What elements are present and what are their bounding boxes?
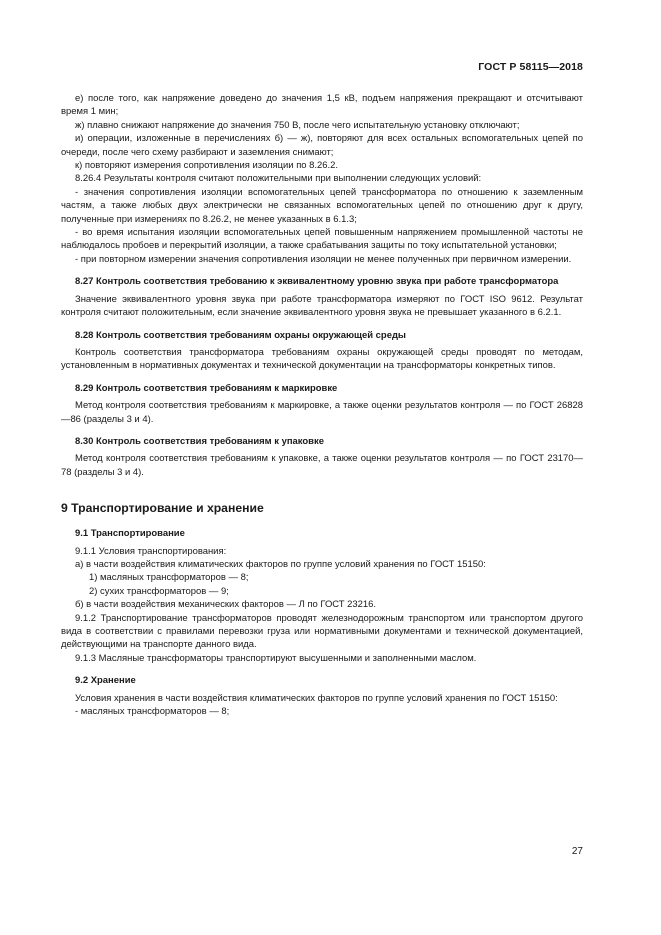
subsection-heading: 9.1 Транспортирование: [75, 528, 185, 540]
paragraph: Значение эквивалентного уровня звука при работе трансформатора измеряют по ГОСТ ISO 9612. Результат контроля считают положительным, если значение эквивалентного уровня звука не превышает указанного в 6.2.1.: [61, 293, 583, 319]
paragraph: к) повторяют измерения сопротивления изоляции по 8.26.2.: [75, 160, 339, 172]
page-number: 27: [571, 846, 583, 857]
paragraph: 8.26.4 Результаты контроля считают положительными при выполнении следующих условий:: [75, 173, 482, 185]
paragraph: Метод контроля соответствия требованиям к упаковке, а также оценки результатов контроля — по ГОСТ 23170—78 (разделы 3 и 4).: [61, 453, 583, 478]
paragraph: - масляных трансформаторов — 8;: [75, 706, 230, 718]
paragraph: и) операции, изложенные в перечислениях б) — ж), повторяют для всех остальных вспомогательных цепей по очереди, после чего схему разбирают и заземления снимают;: [61, 133, 583, 158]
paragraph: е) после того, как напряжение доведено до значения 1,5 кВ, подъем напряжения прекращают и отсчитывают время 1 мин;: [61, 93, 583, 118]
paragraph: Контроль соответствия трансформатора требованиям охраны окружающей среды проводят по методам, установленным в нормативных документах и технической документации на трансформаторы конкретных типов.: [61, 346, 583, 372]
subsection-heading: 8.29 Контроль соответствия требованиям к маркировке: [75, 382, 338, 394]
subsection-heading: 9.2 Хранение: [75, 675, 136, 687]
document-header-code: ГОСТ Р 58115—2018: [478, 61, 583, 73]
paragraph: Условия хранения в части воздействия климатических факторов по группе условий хранения по ГОСТ 15150:: [75, 692, 558, 704]
paragraph: а) в части воздействия климатических факторов по группе условий хранения по ГОСТ 15150:: [75, 558, 486, 570]
paragraph: - во время испытания изоляции вспомогательных цепей повышенным напряжением промышленной частоты не наблюдалось пробоев и перекрытий изоляции, а также срабатывания защиты по току испытательной установки;: [61, 227, 583, 252]
document-body: [61, 92, 583, 718]
paragraph: 1) масляных трансформаторов — 8;: [89, 572, 249, 584]
subsection-heading: 8.27 Контроль соответствия требованию к эквивалентному уровню звука при работе трансформатора: [75, 276, 559, 288]
subsection-heading: 8.28 Контроль соответствия требованиям охраны окружающей среды: [75, 329, 406, 341]
paragraph: 2) сухих трансформаторов — 9;: [89, 585, 229, 597]
paragraph: ж) плавно снижают напряжение до значения 750 В, после чего испытательную установку отключают;: [75, 119, 520, 131]
section-heading: 9 Транспортирование и хранение: [61, 501, 264, 516]
paragraph: Метод контроля соответствия требованиям к маркировке, а также оценки результатов контроля — по ГОСТ 26828—86 (разделы 3 и 4).: [61, 400, 583, 425]
paragraph: б) в части воздействия механических факторов — Л по ГОСТ 23216.: [75, 599, 377, 611]
paragraph: 9.1.3 Масляные трансформаторы транспортируют высушенными и заполненными маслом.: [75, 652, 477, 664]
paragraph: - при повторном измерении значения сопротивления изоляции не менее полученных при первичном измерении.: [75, 253, 572, 265]
subsection-heading: 8.30 Контроль соответствия требованиям к упаковке: [75, 435, 324, 447]
paragraph: - значения сопротивления изоляции вспомогательных цепей трансформатора по отношению к заземленным частям, а также любых двух электрически не связанных вспомогательных цепей по отношению друг к другу, полученные при измерениях по 8.26.2, не менее указанных в 6.1.3;: [61, 186, 583, 225]
paragraph: 9.1.1 Условия транспортирования:: [75, 545, 227, 557]
paragraph: 9.1.2 Транспортирование трансформаторов проводят железнодорожным транспортом или транспортом другого вида в соответствии с правилами перевозки груза или нормативными документами и технической документацией, действующими на транспорте данного вида.: [61, 612, 583, 651]
